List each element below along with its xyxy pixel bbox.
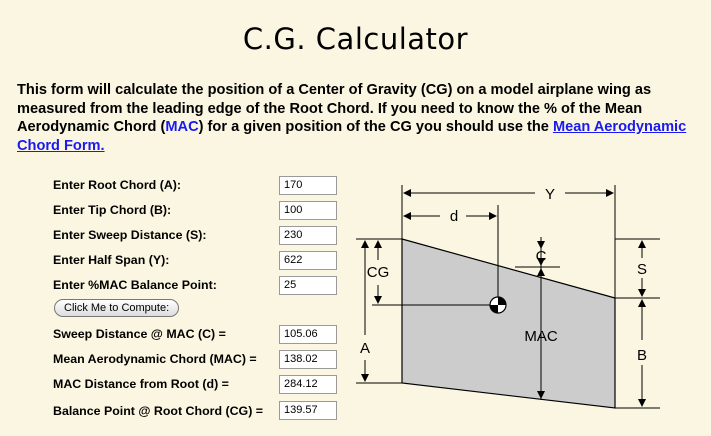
mac-distance-label: MAC Distance from Root (d) = <box>53 377 229 391</box>
cg-symbol-icon <box>490 297 506 313</box>
dim-y-label: Y <box>544 186 556 203</box>
mac-balance-label: Enter %MAC Balance Point: <box>53 278 217 292</box>
page-title: C.G. Calculator <box>242 22 469 56</box>
tip-chord-label: Enter Tip Chord (B): <box>53 203 172 217</box>
intro-text-2: ) for a given position of the CG you should use the <box>198 119 553 135</box>
mac-form-link[interactable]: Mean Aerodynamic Chord Form. <box>17 119 687 154</box>
dim-mac-label: MAC <box>524 328 558 345</box>
sweep-distance-label: Enter Sweep Distance (S): <box>53 228 207 242</box>
compute-button[interactable]: Click Me to Compute: <box>54 299 179 317</box>
intro-mac: MAC <box>165 119 199 135</box>
dim-s-label: S <box>636 261 648 278</box>
dim-cg-label: CG <box>366 264 390 281</box>
balance-point-label: Balance Point @ Root Chord (CG) = <box>53 404 263 418</box>
dim-c-label: C <box>535 248 547 265</box>
dim-a-label: A <box>359 340 371 357</box>
dim-b-label: B <box>636 347 648 364</box>
wing-planform <box>402 239 615 408</box>
dim-d-label: d <box>449 208 459 225</box>
half-span-label: Enter Half Span (Y): <box>53 253 170 267</box>
root-chord-label: Enter Root Chord (A): <box>53 178 182 192</box>
sweep-at-mac-label: Sweep Distance @ MAC (C) = <box>53 327 226 341</box>
intro-text-1: This form will calculate the position of a Center of Gravity (CG) on a model airplane wing as measured from the leading edge of the Root Chord. If you need to know the % of the Mean Aerodynamic Chord ( <box>17 82 652 135</box>
mac-label: Mean Aerodynamic Chord (MAC) = <box>53 352 257 366</box>
